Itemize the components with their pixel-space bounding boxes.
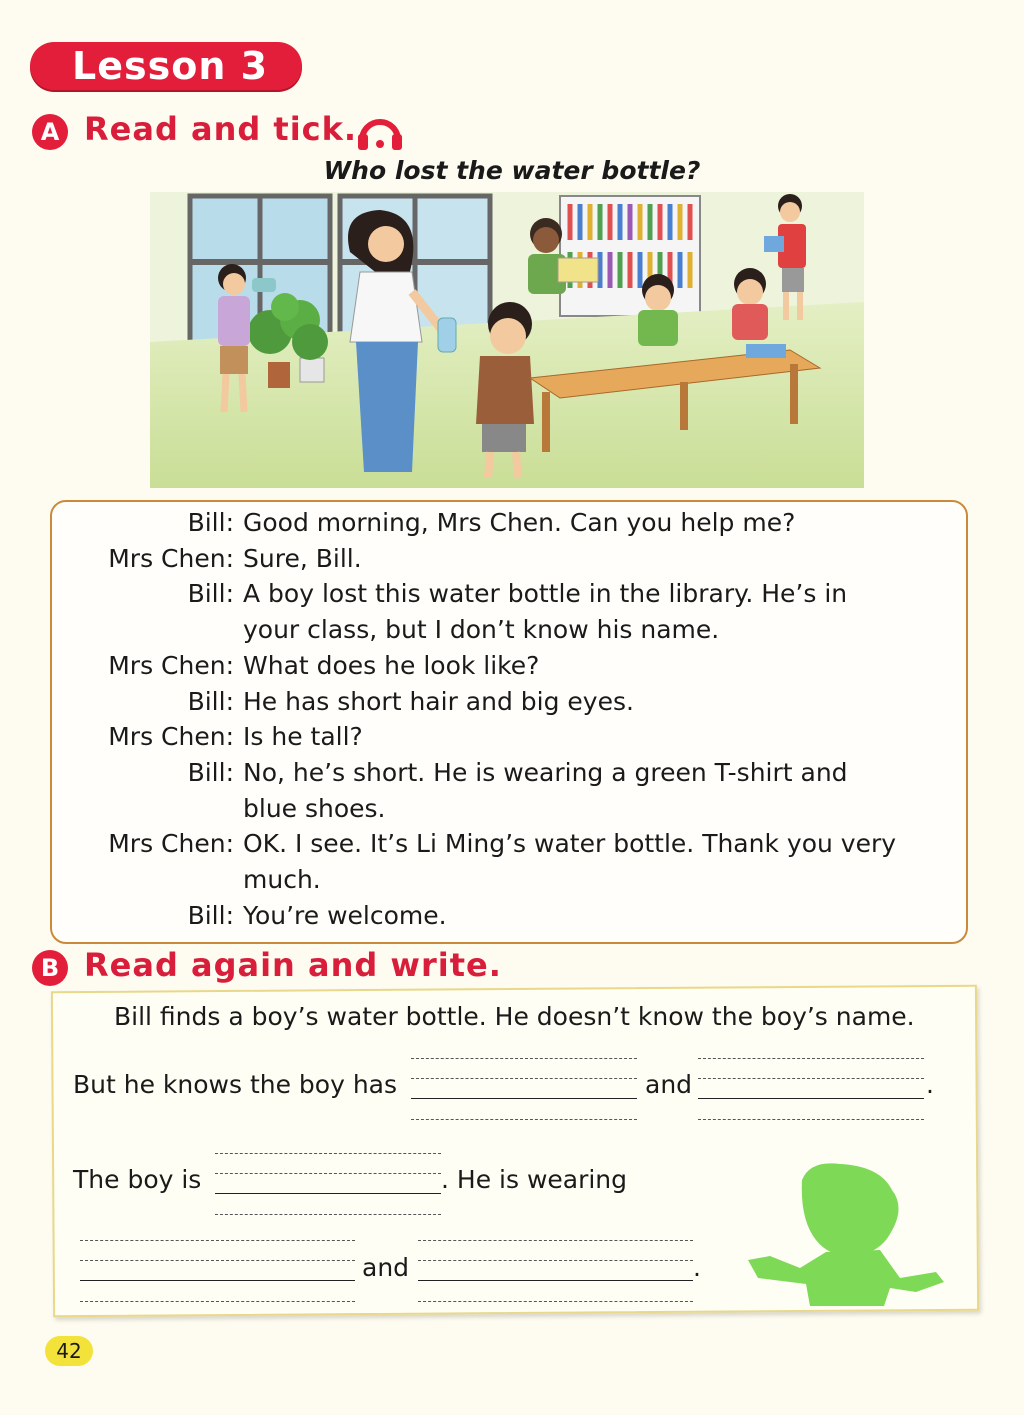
- speaker-label: Mrs Chen:: [108, 829, 234, 859]
- blank-height[interactable]: [215, 1151, 441, 1213]
- headphones-icon[interactable]: [356, 110, 404, 152]
- speaker-label: Bill:: [187, 900, 234, 930]
- blank-hair[interactable]: [411, 1056, 637, 1118]
- speech-text: much.: [243, 865, 321, 894]
- speech-text: No, he’s short. He is wearing a green T-shirt and: [243, 757, 848, 787]
- speech-text: Sure, Bill.: [243, 543, 362, 573]
- speech-text: your class, but I don’t know his name.: [243, 615, 720, 645]
- section-a-badge: A: [32, 114, 68, 150]
- speaker-label: Mrs Chen:: [108, 722, 234, 752]
- speaker-label: Bill:: [187, 757, 234, 787]
- speaker-label: Bill:: [187, 579, 234, 609]
- boy-silhouette-icon: [730, 1160, 950, 1306]
- line2-start-text: The boy is: [73, 1165, 202, 1194]
- blank-eyes[interactable]: [698, 1056, 924, 1118]
- page-number: 42: [45, 1336, 93, 1366]
- section-a-title: Read and tick.: [84, 110, 358, 148]
- speaker-label: Mrs Chen:: [108, 650, 234, 680]
- speaker-label: Bill:: [187, 686, 234, 716]
- line1-period: .: [926, 1070, 934, 1099]
- speech-text: He has short hair and big eyes.: [243, 686, 634, 716]
- lesson-title: Lesson 3: [72, 44, 269, 88]
- blank-tshirt[interactable]: [80, 1238, 355, 1300]
- line1-and-text: and: [645, 1070, 693, 1099]
- speech-text: What does he look like?: [243, 650, 540, 680]
- speech-text: You’re welcome.: [243, 900, 447, 930]
- line3-period: .: [693, 1253, 701, 1282]
- library-illustration: [150, 192, 864, 488]
- line1-start-text: But he knows the boy has: [73, 1070, 398, 1099]
- speaker-label: Bill:: [187, 508, 234, 537]
- section-a-subtitle: Who lost the water bottle?: [323, 156, 701, 185]
- speech-text: Is he tall?: [243, 722, 363, 752]
- speech-text: blue shoes.: [243, 793, 386, 823]
- speech-text: OK. I see. It’s Li Ming’s water bottle. Thank you very: [243, 829, 897, 859]
- section-b-badge: B: [32, 950, 68, 986]
- section-b-intro: Bill finds a boy’s water bottle. He doesn’t know the boy’s name.: [114, 1002, 915, 1031]
- blank-shoes[interactable]: [418, 1238, 693, 1300]
- speech-text: Good morning, Mrs Chen. Can you help me?: [243, 508, 796, 537]
- speaker-label: Mrs Chen:: [108, 543, 234, 573]
- speech-text: A boy lost this water bottle in the library. He’s in: [243, 579, 848, 609]
- line2-wearing-text: . He is wearing: [441, 1165, 628, 1194]
- section-b-title: Read again and write.: [84, 946, 502, 984]
- line3-and-text: and: [362, 1253, 410, 1282]
